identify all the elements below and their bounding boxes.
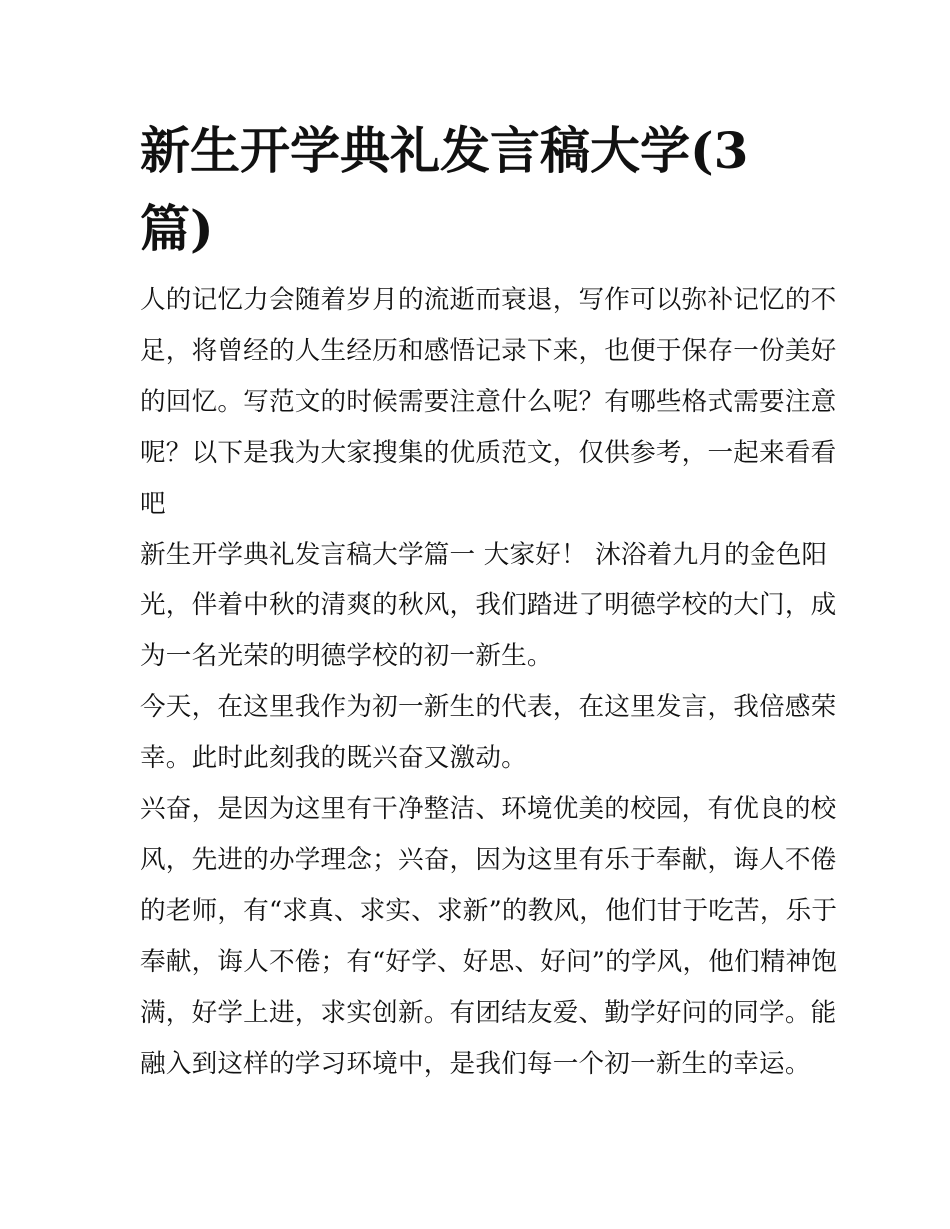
paragraph-line: 光，伴着中秋的清爽的秋风，我们踏进了明德学校的大门，成 bbox=[140, 590, 837, 621]
paragraph-line: 足，将曾经的人生经历和感悟记录下来，也便于保存一份美好 bbox=[140, 335, 837, 366]
paragraph-line: 融入到这样的学习环境中，是我们每一个初一新生的幸运。 bbox=[140, 1048, 811, 1079]
paragraph-line: 为一名光荣的明德学校的初一新生。 bbox=[140, 641, 553, 672]
paragraph-line: 今天，在这里我作为初一新生的代表，在这里发言，我倍感荣 bbox=[140, 692, 837, 723]
paragraph-line: 新生开学典礼发言稿大学篇一 大家好！ 沐浴着九月的金色阳 bbox=[140, 539, 828, 570]
paragraph bbox=[140, 682, 837, 784]
paragraph-line: 满，好学上进，求实创新。有团结友爱、勤学好问的同学。能 bbox=[140, 997, 837, 1028]
paragraph-line: 兴奋，是因为这里有干净整洁、环境优美的校园，有优良的校 bbox=[140, 794, 837, 825]
paragraph bbox=[140, 275, 837, 530]
paragraph-line: 吧 bbox=[140, 488, 166, 519]
paragraph-line: 人的记忆力会随着岁月的流逝而衰退，写作可以弥补记忆的不 bbox=[140, 285, 837, 315]
document-title bbox=[140, 112, 840, 268]
paragraph bbox=[140, 784, 838, 1089]
title-line: 新生开学典礼发言稿大学(3 bbox=[140, 121, 749, 180]
title-line: 篇) bbox=[140, 199, 214, 258]
paragraph-line: 风，先进的办学理念；兴奋，因为这里有乐于奉献，诲人不倦 bbox=[140, 844, 837, 875]
paragraph-line: 的回忆。写范文的时候需要注意什么呢？有哪些格式需要注意 bbox=[140, 386, 837, 417]
paragraph-line: 奉献，诲人不倦；有“好学、好思、好问”的学风，他们精神饱 bbox=[140, 946, 838, 977]
paragraph-line: 幸。此时此刻我的既兴奋又激动。 bbox=[140, 743, 527, 774]
paragraph-line: 呢？以下是我为大家搜集的优质范文，仅供参考，一起来看看 bbox=[140, 437, 837, 468]
paragraph-line: 的老师，有“求真、求实、求新”的教风，他们甘于吃苦，乐于 bbox=[140, 895, 838, 926]
paragraph bbox=[140, 530, 837, 683]
document-body bbox=[140, 275, 838, 1090]
